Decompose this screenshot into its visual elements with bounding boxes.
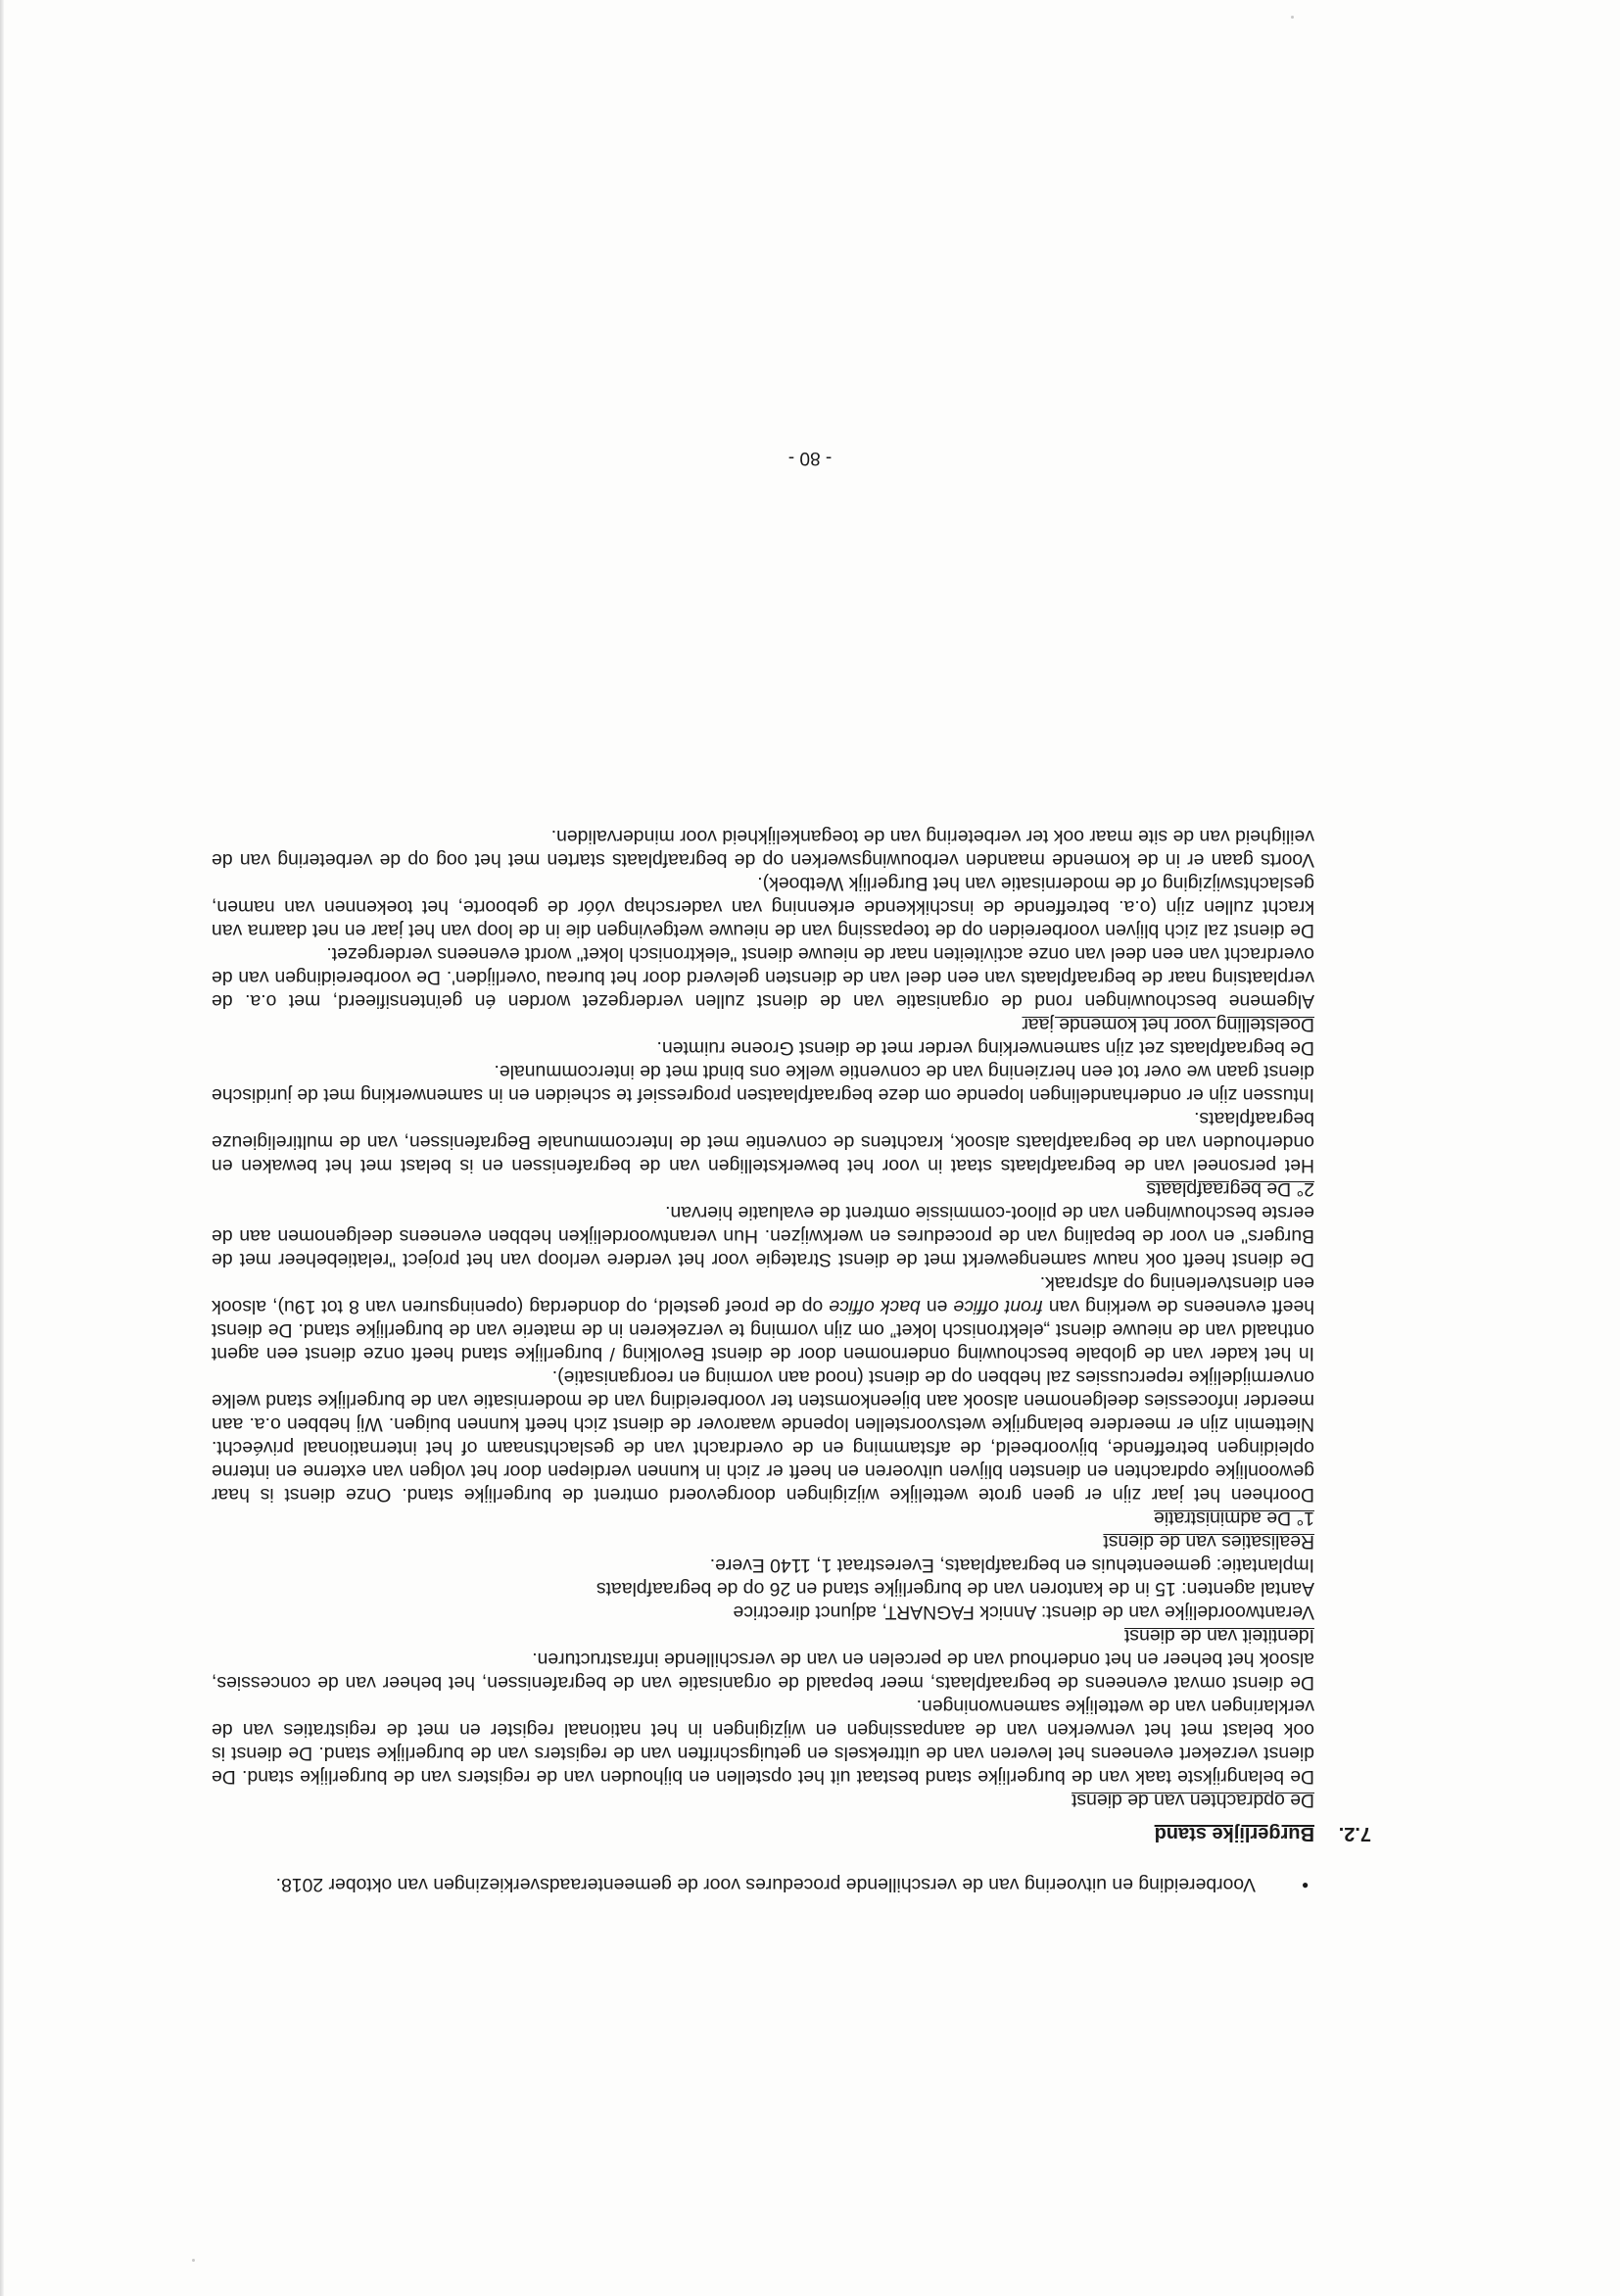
paragraph: Voorts gaan er in de komende maanden verbouwingswerken op de begraafplaats starten met het oog op de verbetering van de veiligheid van de site maar ook ter verbetering van de toegankelijkheid voor mindervaliden. (212, 826, 1314, 871)
bullet-dot: • (1302, 1874, 1309, 1895)
heading-identiteit: Identiteit van de dienst (1123, 1625, 1314, 1647)
paragraph (212, 1271, 1314, 1365)
heading-doelstelling: Doelstelling voor het komende jaar (1022, 1014, 1314, 1035)
paragraph: De begraafplaats zet zijn samenwerking verder met de dienst Groene ruimten. (656, 1037, 1314, 1059)
paragraph: Het personeel van de begraafplaats staat in voor het bewerkstelligen van de begrafenissen en is belast met het bewaken en onderhouden van de begraafplaats alsook, krachtens de conventie met de Intercommunale Begrafenissen, van de multireligieuze begraafplaats. (212, 1108, 1314, 1176)
paragraph: Algemene beschouwingen rond de organisatie van de dienst zullen verdergezet worden én geïntensifieerd, met o.a. de verplaatsing naar de begraafplaats van een deel van de diensten geleverd door het bureau 'overlijden'. De voorbereidingen van de overdracht van een deel van onze activiteiten naar de nieuwe dienst "elektronisch loket" wordt eveneens verdergezet. (212, 943, 1314, 1012)
identity-location: Implantatie: gemeentehuis en begraafplaats, Everestraat 1, 1140 Evere. (709, 1555, 1314, 1576)
text-run: op de proef gesteld, op donderdag (openingsuren van 8 tot 19u), alsook een dienstverlening op afspraak. (212, 1272, 1314, 1317)
subheading-begraafplaats: 2° De begraafplaats (1146, 1178, 1314, 1200)
bullet-text: Voorbereiding en uitvoering van de verschillende procedures voor de gemeenteraadsverkiezingen van oktober 2018. (275, 1874, 1256, 1895)
paragraph: De dienst omvat eveneens de begraafplaats, meer bepaald de organisatie van de begrafenissen, het beheer van de concessies, alsook het beheer en het onderhoud van de percelen en van de verschillende infrastructuren. (212, 1649, 1314, 1694)
heading-opdrachten: De opdrachten van de dienst (1072, 1790, 1314, 1811)
section-number: 7.2. (1338, 1823, 1371, 1844)
paragraph: De belangrijkste taak van de burgerlijke stand bestaat uit het opstellen en bijhouden van de registers van de burgerlijke stand. De dienst verzekert eveneens het leveren van de uittreksels en getuigschriften van de registers van de burgerlijke stand. De dienst is ook belast met het verwerken van de aanpassingen en wijzigingen in het nationaal register en met de registraties van de verklaringen van de wettelijke samenwoningen. (212, 1696, 1314, 1788)
identity-agents: Aantal agenten: 15 in de kantoren van de burgerlijke stand en 26 op de begraafplaats (596, 1578, 1314, 1600)
heading-realisaties: Realisaties van de dienst (1103, 1531, 1314, 1553)
paragraph: Doorheen het jaar zijn er geen grote wettelijke wijzigingen doorgevoerd omtrent de burgerlijke stand. Onze dienst is haar gewoonlijke opdrachten en diensten blijven uitvoeren en heeft er zich in kunnen verdiepen door het volgen van externe en interne opleidingen betreffende, bijvoorbeeld, de afstamming en de overdracht van de geslachtsnaam of het internationaal privéecht. Niettemin zijn er meerdere belangrijke wetsvoorstellen lopende waarover de dienst zich heeft kunnen buigen. Wij hebben o.a. aan meerder infocessies deelgenomen alsook aan bijeenkomsten ter voorbereiding van de modernisatie van de burgerlijke stand welke onvermijdelijke repercussies zal hebben op de dienst (nood aan vorming en reorganisatie). (212, 1366, 1314, 1506)
text-run: en (920, 1296, 954, 1317)
page-number: - 80 - (787, 448, 833, 468)
section-heading (212, 1822, 1371, 1845)
paragraph: Intussen zijn er onderhandelingen lopende om deze begraafplaatsen progressief te scheiden en in samenwerking met de juridische dienst gaan we over tot een herziening van de conventie welke ons bindt met de intercommunale. (212, 1061, 1314, 1106)
identity-manager: Verantwoordelijke van de dienst: Annick FAGNART, adjunct directrice (733, 1602, 1314, 1623)
italic-term: back office (829, 1296, 921, 1317)
bullet-item (212, 1873, 1314, 1896)
text-run: In het kader van de globale beschouwing ondernomen door de dienst Bevolking / burgerlijke stand heeft onze dienst een agent onthaald van de nieuwe dienst „elektronisch loket” om zijn vorming te verzekeren in de materie van de burgerlijke stand. De dienst heeft eveneens de werking van (212, 1296, 1314, 1364)
paragraph: De dienst heeft ook nauw samengewerkt met de dienst Strategie voor het verdere verloop van het project "relatiebeheer met de Burgers" en voor de bepaling van de procedures en werkwijzen. Hun verantwoordelijken hebben eveneens deelgenomen aan de eerste beschouwingen van de piloot-commissie omtrent de evaluatie hiervan. (212, 1202, 1314, 1270)
page-body (212, 825, 1371, 1896)
subheading-administratie: 1° De administratie (1153, 1507, 1314, 1529)
paragraph: De dienst zal zich blijven voorbereiden op de toepassing van de nieuwe wetgevingen die in de loop van het jaar en net daarna van kracht zullen zijn (o.a. betreffende de inschikkende erkenning van vaderschap vóór de geboorte, het toekennen van namen, geslachtswijziging of de modernisatie van het Burgerlijk Wetboek). (212, 873, 1314, 941)
section-title: Burgerlijke stand (1154, 1823, 1314, 1844)
italic-term: front office (953, 1296, 1043, 1317)
